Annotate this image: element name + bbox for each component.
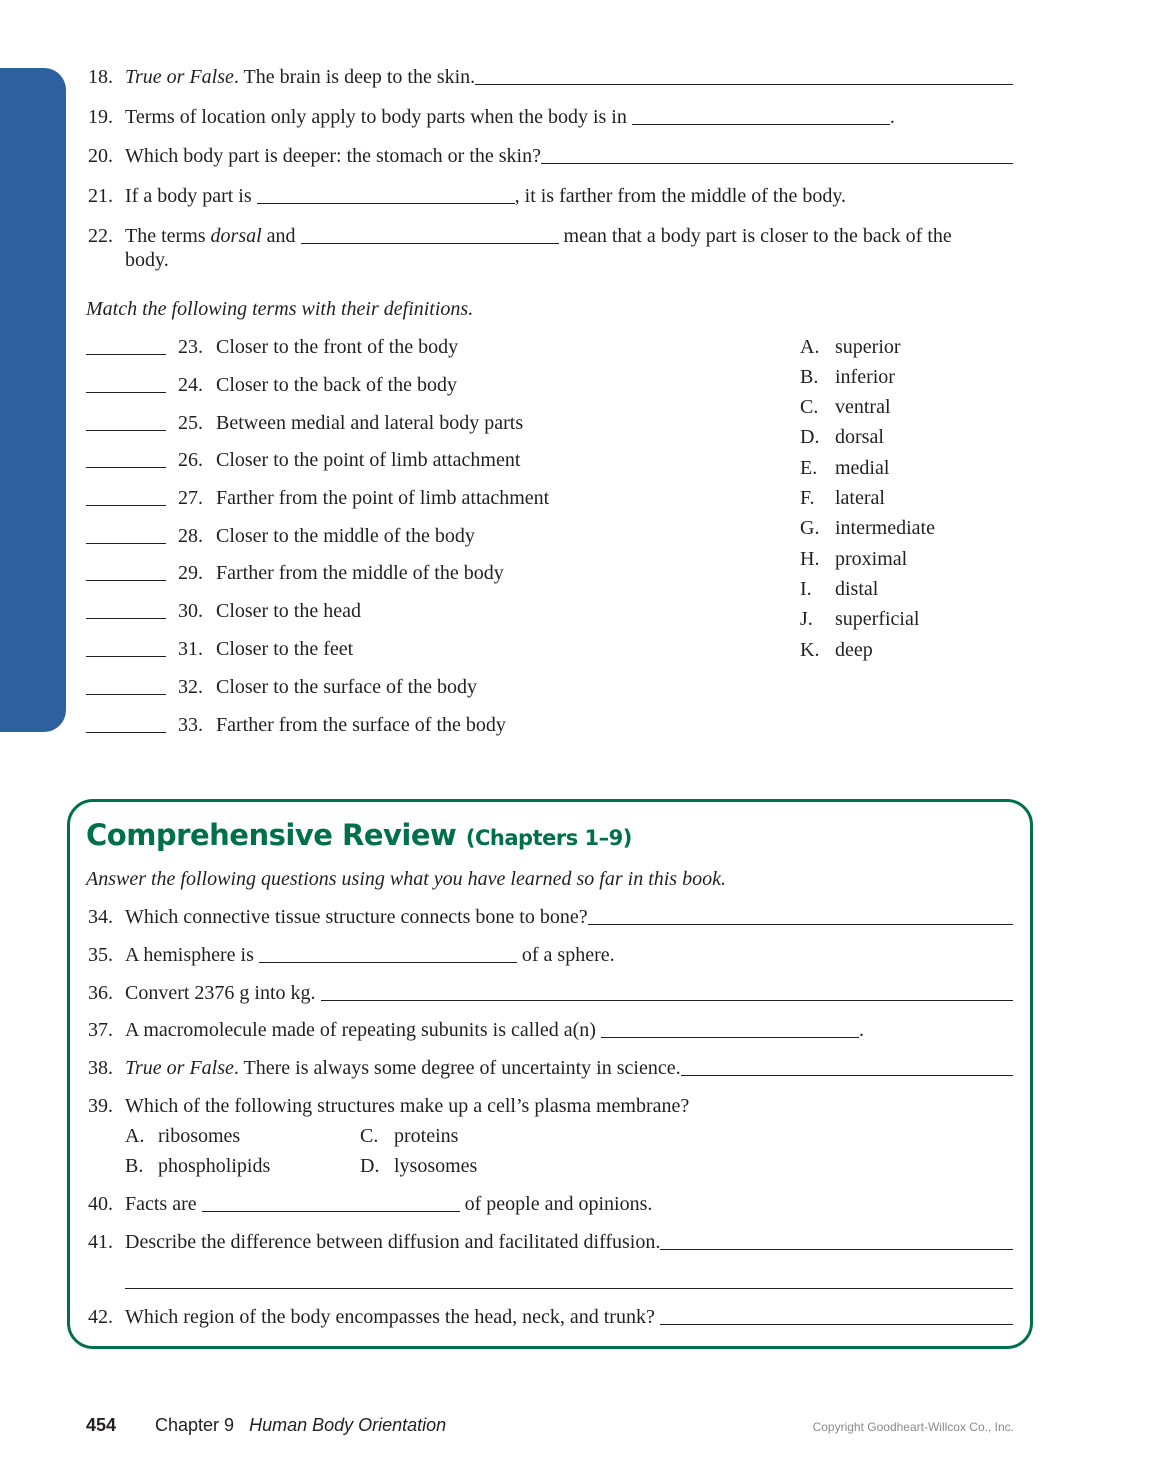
choice-b[interactable] bbox=[125, 1153, 270, 1179]
question-number: 34. bbox=[88, 906, 113, 928]
question-lead: True or False bbox=[125, 66, 234, 88]
question-text: Facts are bbox=[125, 1193, 197, 1215]
question-number: 41. bbox=[88, 1231, 113, 1253]
question-number: 20. bbox=[88, 145, 113, 167]
choice-text: phospholipids bbox=[158, 1155, 271, 1177]
match-item bbox=[86, 485, 549, 511]
question-text-end: . bbox=[889, 106, 895, 128]
question-34 bbox=[88, 904, 1013, 930]
option-letter: J. bbox=[800, 608, 813, 630]
answer-blank[interactable] bbox=[86, 712, 166, 733]
copyright: Copyright Goodheart-Willcox Co., Inc. bbox=[812, 1420, 1014, 1434]
question-text: Convert 2376 g into kg. bbox=[125, 982, 316, 1004]
question-lead: True or False bbox=[125, 1057, 234, 1079]
question-20 bbox=[88, 143, 1013, 169]
question-number: 37. bbox=[88, 1019, 113, 1041]
answer-blank[interactable] bbox=[541, 143, 1013, 164]
review-instruction: Answer the following questions using what you have learned so far in this book. bbox=[86, 868, 726, 890]
choice-a[interactable] bbox=[125, 1123, 240, 1149]
item-number: 33. bbox=[178, 714, 203, 736]
choice-letter: C. bbox=[360, 1125, 379, 1147]
answer-blank[interactable] bbox=[86, 372, 166, 393]
option-letter: C. bbox=[800, 396, 819, 418]
question-40 bbox=[88, 1191, 1013, 1217]
option-term: intermediate bbox=[835, 517, 935, 539]
question-number: 18. bbox=[88, 66, 113, 88]
option-letter: E. bbox=[800, 457, 818, 479]
item-number: 31. bbox=[178, 638, 203, 660]
option-term: inferior bbox=[835, 366, 895, 388]
item-number: 23. bbox=[178, 336, 203, 358]
option-term: dorsal bbox=[835, 426, 884, 448]
question-number: 19. bbox=[88, 106, 113, 128]
answer-blank[interactable] bbox=[259, 942, 517, 963]
option-term: distal bbox=[835, 578, 879, 600]
match-item bbox=[86, 712, 506, 738]
answer-blank[interactable] bbox=[681, 1055, 1013, 1076]
answer-blank-line-2[interactable] bbox=[125, 1268, 1013, 1289]
option-letter: D. bbox=[800, 426, 820, 448]
option-letter: F. bbox=[800, 487, 815, 509]
item-number: 30. bbox=[178, 600, 203, 622]
question-42 bbox=[88, 1304, 1013, 1330]
question-number: 40. bbox=[88, 1193, 113, 1215]
option-term: proximal bbox=[835, 548, 908, 570]
item-definition: Closer to the front of the body bbox=[216, 336, 459, 358]
option-term: superficial bbox=[835, 608, 920, 630]
match-item bbox=[86, 447, 520, 473]
match-option bbox=[800, 485, 885, 511]
item-definition: Farther from the surface of the body bbox=[216, 714, 506, 736]
item-definition: Closer to the middle of the body bbox=[216, 525, 475, 547]
item-definition: Farther from the point of limb attachment bbox=[216, 487, 550, 509]
answer-blank[interactable] bbox=[86, 636, 166, 657]
side-tab bbox=[0, 68, 66, 732]
match-option bbox=[800, 546, 907, 572]
term-dorsal: dorsal bbox=[210, 225, 262, 247]
answer-blank[interactable] bbox=[202, 1191, 460, 1212]
match-option bbox=[800, 576, 878, 602]
match-instruction: Match the following terms with their definitions. bbox=[86, 298, 474, 320]
answer-blank[interactable] bbox=[86, 410, 166, 431]
question-number: 21. bbox=[88, 185, 113, 207]
question-35 bbox=[88, 942, 1013, 968]
question-number: 42. bbox=[88, 1306, 113, 1328]
question-text: The terms bbox=[125, 225, 206, 247]
choice-letter: B. bbox=[125, 1155, 144, 1177]
option-letter: I. bbox=[800, 578, 812, 600]
question-number: 22. bbox=[88, 225, 113, 247]
match-option bbox=[800, 424, 884, 450]
answer-blank[interactable] bbox=[257, 183, 515, 204]
answer-blank[interactable] bbox=[86, 674, 166, 695]
page-number: 454 bbox=[86, 1415, 117, 1435]
choice-letter: A. bbox=[125, 1125, 145, 1147]
question-number: 36. bbox=[88, 982, 113, 1004]
answer-blank[interactable] bbox=[660, 1229, 1013, 1250]
question-text: If a body part is bbox=[125, 185, 252, 207]
item-number: 32. bbox=[178, 676, 203, 698]
option-letter: B. bbox=[800, 366, 819, 388]
question-text: Describe the difference between diffusion and facilitated diffusion. bbox=[125, 1231, 661, 1253]
match-item bbox=[86, 372, 457, 398]
question-39 bbox=[88, 1093, 1013, 1119]
option-term: superior bbox=[835, 336, 901, 358]
item-definition: Farther from the middle of the body bbox=[216, 562, 504, 584]
item-definition: Closer to the head bbox=[216, 600, 361, 622]
question-38 bbox=[88, 1055, 1013, 1081]
question-text: . The brain is deep to the skin. bbox=[233, 66, 476, 88]
item-definition: Closer to the back of the body bbox=[216, 374, 458, 396]
question-text-end: of a sphere. bbox=[521, 944, 615, 966]
question-text: A hemisphere is bbox=[125, 944, 254, 966]
question-text: Which region of the body encompasses the head, neck, and trunk? bbox=[125, 1306, 655, 1328]
review-title-text: Comprehensive Review bbox=[86, 818, 457, 852]
answer-blank[interactable] bbox=[321, 980, 1013, 1001]
item-number: 26. bbox=[178, 449, 203, 471]
item-number: 29. bbox=[178, 562, 203, 584]
option-term: ventral bbox=[835, 396, 891, 418]
item-definition: Closer to the point of limb attachment bbox=[216, 449, 521, 471]
choice-text: ribosomes bbox=[158, 1125, 241, 1147]
question-21 bbox=[88, 183, 1013, 209]
question-text-mid: and bbox=[266, 225, 296, 247]
question-text-end: mean that a body part is closer to the back of the bbox=[563, 225, 952, 247]
match-item bbox=[86, 636, 353, 662]
answer-blank[interactable] bbox=[86, 447, 166, 468]
option-term: medial bbox=[835, 457, 890, 479]
answer-blank[interactable] bbox=[301, 223, 559, 244]
question-text-end: , it is farther from the middle of the body. bbox=[514, 185, 847, 207]
item-definition: Closer to the feet bbox=[216, 638, 354, 660]
option-letter: H. bbox=[800, 548, 820, 570]
match-option bbox=[800, 364, 895, 390]
answer-blank[interactable] bbox=[86, 560, 166, 581]
item-number: 27. bbox=[178, 487, 203, 509]
item-definition: Closer to the surface of the body bbox=[216, 676, 478, 698]
answer-blank[interactable] bbox=[632, 104, 890, 125]
choice-d[interactable] bbox=[360, 1153, 477, 1179]
review-title bbox=[86, 818, 632, 852]
question-number: 38. bbox=[88, 1057, 113, 1079]
item-number: 24. bbox=[178, 374, 203, 396]
question-22 bbox=[88, 223, 1013, 249]
review-subtitle: (Chapters 1–9) bbox=[465, 826, 632, 850]
match-item bbox=[86, 598, 361, 624]
answer-blank[interactable] bbox=[86, 485, 166, 506]
match-item bbox=[86, 410, 523, 436]
answer-blank[interactable] bbox=[86, 598, 166, 619]
chapter-number: Chapter 9 bbox=[155, 1415, 235, 1435]
question-text: A macromolecule made of repeating subunits is called a(n) bbox=[125, 1019, 596, 1041]
question-text: . There is always some degree of uncertainty in science. bbox=[233, 1057, 681, 1079]
question-number: 39. bbox=[88, 1095, 113, 1117]
question-text-end: of people and opinions. bbox=[464, 1193, 653, 1215]
option-term: deep bbox=[835, 639, 873, 661]
answer-blank[interactable] bbox=[86, 334, 166, 355]
chapter-title: Human Body Orientation bbox=[249, 1415, 447, 1435]
match-item bbox=[86, 560, 504, 586]
match-option bbox=[800, 637, 873, 663]
question-text: Which body part is deeper: the stomach or the skin? bbox=[125, 145, 541, 167]
question-41 bbox=[88, 1229, 1013, 1255]
choice-c[interactable] bbox=[360, 1123, 458, 1149]
answer-blank[interactable] bbox=[86, 523, 166, 544]
choice-letter: D. bbox=[360, 1155, 380, 1177]
answer-blank[interactable] bbox=[475, 64, 1013, 85]
item-definition: Between medial and lateral body parts bbox=[216, 412, 524, 434]
match-option bbox=[800, 515, 935, 541]
question-18 bbox=[88, 64, 1013, 90]
choice-text: proteins bbox=[394, 1125, 459, 1147]
option-letter: A. bbox=[800, 336, 820, 358]
match-option bbox=[800, 334, 901, 360]
answer-blank[interactable] bbox=[660, 1304, 1013, 1325]
match-item bbox=[86, 674, 477, 700]
match-option bbox=[800, 394, 891, 420]
question-22-continuation: body. bbox=[125, 249, 169, 271]
chapter-label bbox=[155, 1415, 446, 1436]
question-37 bbox=[88, 1017, 1013, 1043]
answer-blank[interactable] bbox=[588, 904, 1013, 925]
item-number: 25. bbox=[178, 412, 203, 434]
option-term: lateral bbox=[835, 487, 885, 509]
answer-blank[interactable] bbox=[601, 1017, 859, 1038]
match-option bbox=[800, 455, 889, 481]
match-option bbox=[800, 606, 919, 632]
question-number: 35. bbox=[88, 944, 113, 966]
choice-text: lysosomes bbox=[394, 1155, 478, 1177]
question-text: Which connective tissue structure connects bone to bone? bbox=[125, 906, 588, 928]
question-36 bbox=[88, 980, 1013, 1006]
question-19 bbox=[88, 104, 1013, 130]
match-item bbox=[86, 523, 475, 549]
question-text-end: . bbox=[858, 1019, 864, 1041]
question-text: Terms of location only apply to body parts when the body is in bbox=[125, 106, 627, 128]
item-number: 28. bbox=[178, 525, 203, 547]
option-letter: K. bbox=[800, 639, 820, 661]
option-letter: G. bbox=[800, 517, 820, 539]
match-item bbox=[86, 334, 458, 360]
question-text: Which of the following structures make up a cell’s plasma membrane? bbox=[125, 1095, 690, 1117]
